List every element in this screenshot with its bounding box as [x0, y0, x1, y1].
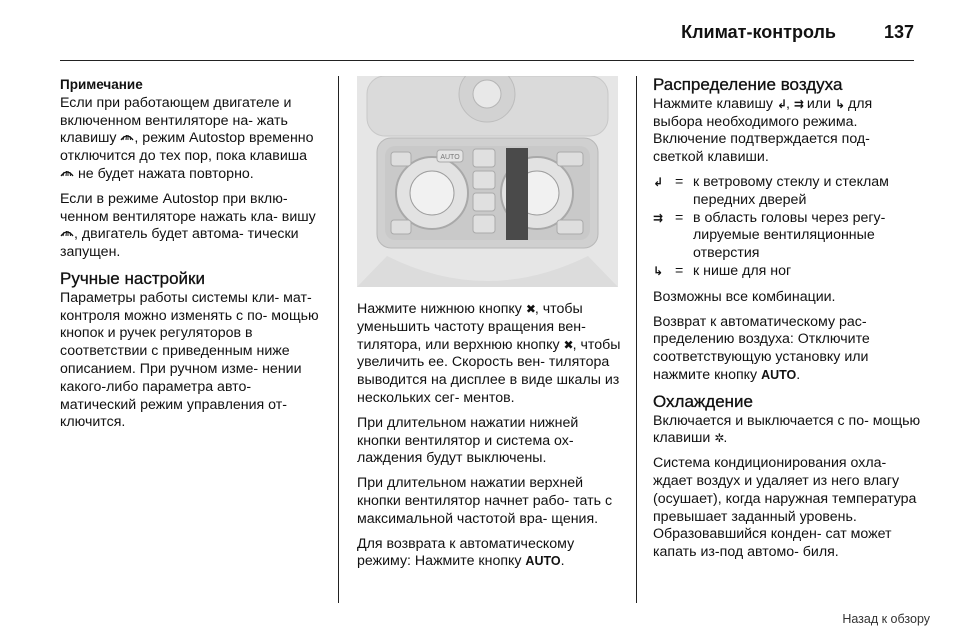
note-title: Примечание	[60, 77, 143, 92]
note-paragraph	[60, 191, 322, 262]
column-divider	[636, 76, 637, 603]
column-left	[60, 76, 322, 439]
text-span: , двигатель будет автома- тически запущен.	[60, 226, 299, 261]
body-paragraph: Система кондиционирования охла- ждает воздух и удаляет из него влагу (осушает), когда наружная температура превышает заданный уровень. Образовавшийся конден- сат может капать из-под автомо- биля.	[653, 455, 917, 561]
section-heading: Ручные настройки	[60, 268, 205, 288]
defrost-icon	[120, 130, 134, 148]
section-heading: Распределение воздуха	[653, 75, 843, 94]
legend-text: к нише для ног	[693, 262, 792, 279]
text-span: Возврат к автоматическому рас- пределению воздуха: Отключите соответствующую установку или нажмите кнопку	[653, 313, 870, 383]
legend-eq: =	[675, 209, 684, 226]
body-paragraph	[653, 96, 921, 167]
body-paragraph: При длительном нажатии нижней кнопки вентилятор и система ох- лаждения будут выключены.	[357, 414, 579, 467]
text-span: , чтобы увеличить ее. Скорость вен- тилятора выводится на дисплее в виде шкалы из нескольких сег- ментов.	[357, 336, 621, 406]
head-airflow-icon: ⇉	[793, 96, 803, 111]
head-airflow-icon: ⇉	[653, 210, 663, 225]
text-span: Нажмите нижнюю кнопку	[357, 301, 526, 317]
fan-icon: ✖	[563, 337, 573, 352]
text-span: Включается и выключается с по- мощью клавиши	[653, 412, 921, 447]
climate-panel-figure	[357, 76, 618, 287]
text-span: для выбора необходимого режима. Включение подтверждается под- светкой клавиши.	[653, 95, 873, 166]
body-paragraph	[357, 301, 621, 408]
text-span: Если при работающем двигателе и включенном вентиляторе на- жать клавишу	[60, 94, 292, 147]
page-header	[60, 18, 914, 61]
legend-eq: =	[675, 173, 684, 190]
body-paragraph: При длительном нажатии верхней кнопки вентилятор начнет рабо- тать с максимальной частотой вра- щения.	[357, 475, 613, 527]
windshield-airflow-icon: ↲	[776, 96, 786, 111]
text-span: , чтобы уменьшить частоту вращения вен- тилятора, или верхнюю кнопку	[357, 301, 586, 353]
text-span: не будет нажата повторно.	[74, 165, 254, 182]
snowflake-icon: ✲	[714, 431, 724, 446]
legend-text: к ветровому стеклу и стеклам передних дверей	[693, 173, 889, 208]
windshield-airflow-icon: ↲	[653, 174, 663, 189]
body-paragraph	[357, 536, 621, 572]
body-paragraph: Возможны все комбинации.	[653, 288, 836, 305]
legend-text: в область головы через регу- лируемые вентиляционные отверстия	[693, 209, 886, 262]
text-span: Нажмите клавишу	[653, 95, 777, 112]
defrost-icon	[60, 226, 74, 244]
legend-eq: =	[675, 262, 684, 279]
text-span: .	[560, 553, 565, 570]
page-number: 137	[883, 22, 914, 42]
text-span: Если в режиме Autostop при вклю- ченном вентиляторе нажать кла- вишу	[60, 190, 316, 225]
text-span: , режим Autostop временно отключится до тех пор, пока клавиша	[60, 130, 314, 165]
column-right	[653, 76, 921, 569]
auto-key-label: AUTO	[761, 367, 797, 382]
section-heading: Охлаждение	[653, 391, 753, 411]
section-title: Климат-контроль	[681, 22, 836, 42]
text-span: .	[723, 430, 728, 447]
airflow-legend	[653, 174, 921, 281]
feet-airflow-icon: ↳	[834, 96, 844, 111]
body-paragraph	[653, 314, 921, 385]
feet-airflow-icon: ↳	[653, 263, 663, 278]
auto-key-label: AUTO	[525, 554, 561, 569]
column-divider	[338, 76, 339, 603]
text-span: ,	[785, 95, 794, 112]
body-paragraph: Параметры работы системы кли- мат-контроля можно изменять с по- мощью кнопок и ручек регуляторов в соответствии с приведенным ниже описанием. При ручном изме- нении какого-либо параметра авто- матический режим управления от- ключится.	[60, 289, 319, 431]
back-to-overview-link[interactable]: Назад к обзору	[842, 612, 930, 626]
text-span: Для возврата к автоматическому режиму: Нажмите кнопку	[357, 535, 575, 570]
auto-button-label: AUTO	[440, 154, 460, 161]
text-span: .	[796, 366, 801, 383]
text-span: или	[802, 95, 835, 112]
body-paragraph	[653, 413, 921, 449]
defrost-icon	[60, 166, 74, 184]
column-middle	[357, 76, 621, 578]
fan-icon: ✖	[525, 302, 535, 316]
note-paragraph	[60, 95, 322, 184]
